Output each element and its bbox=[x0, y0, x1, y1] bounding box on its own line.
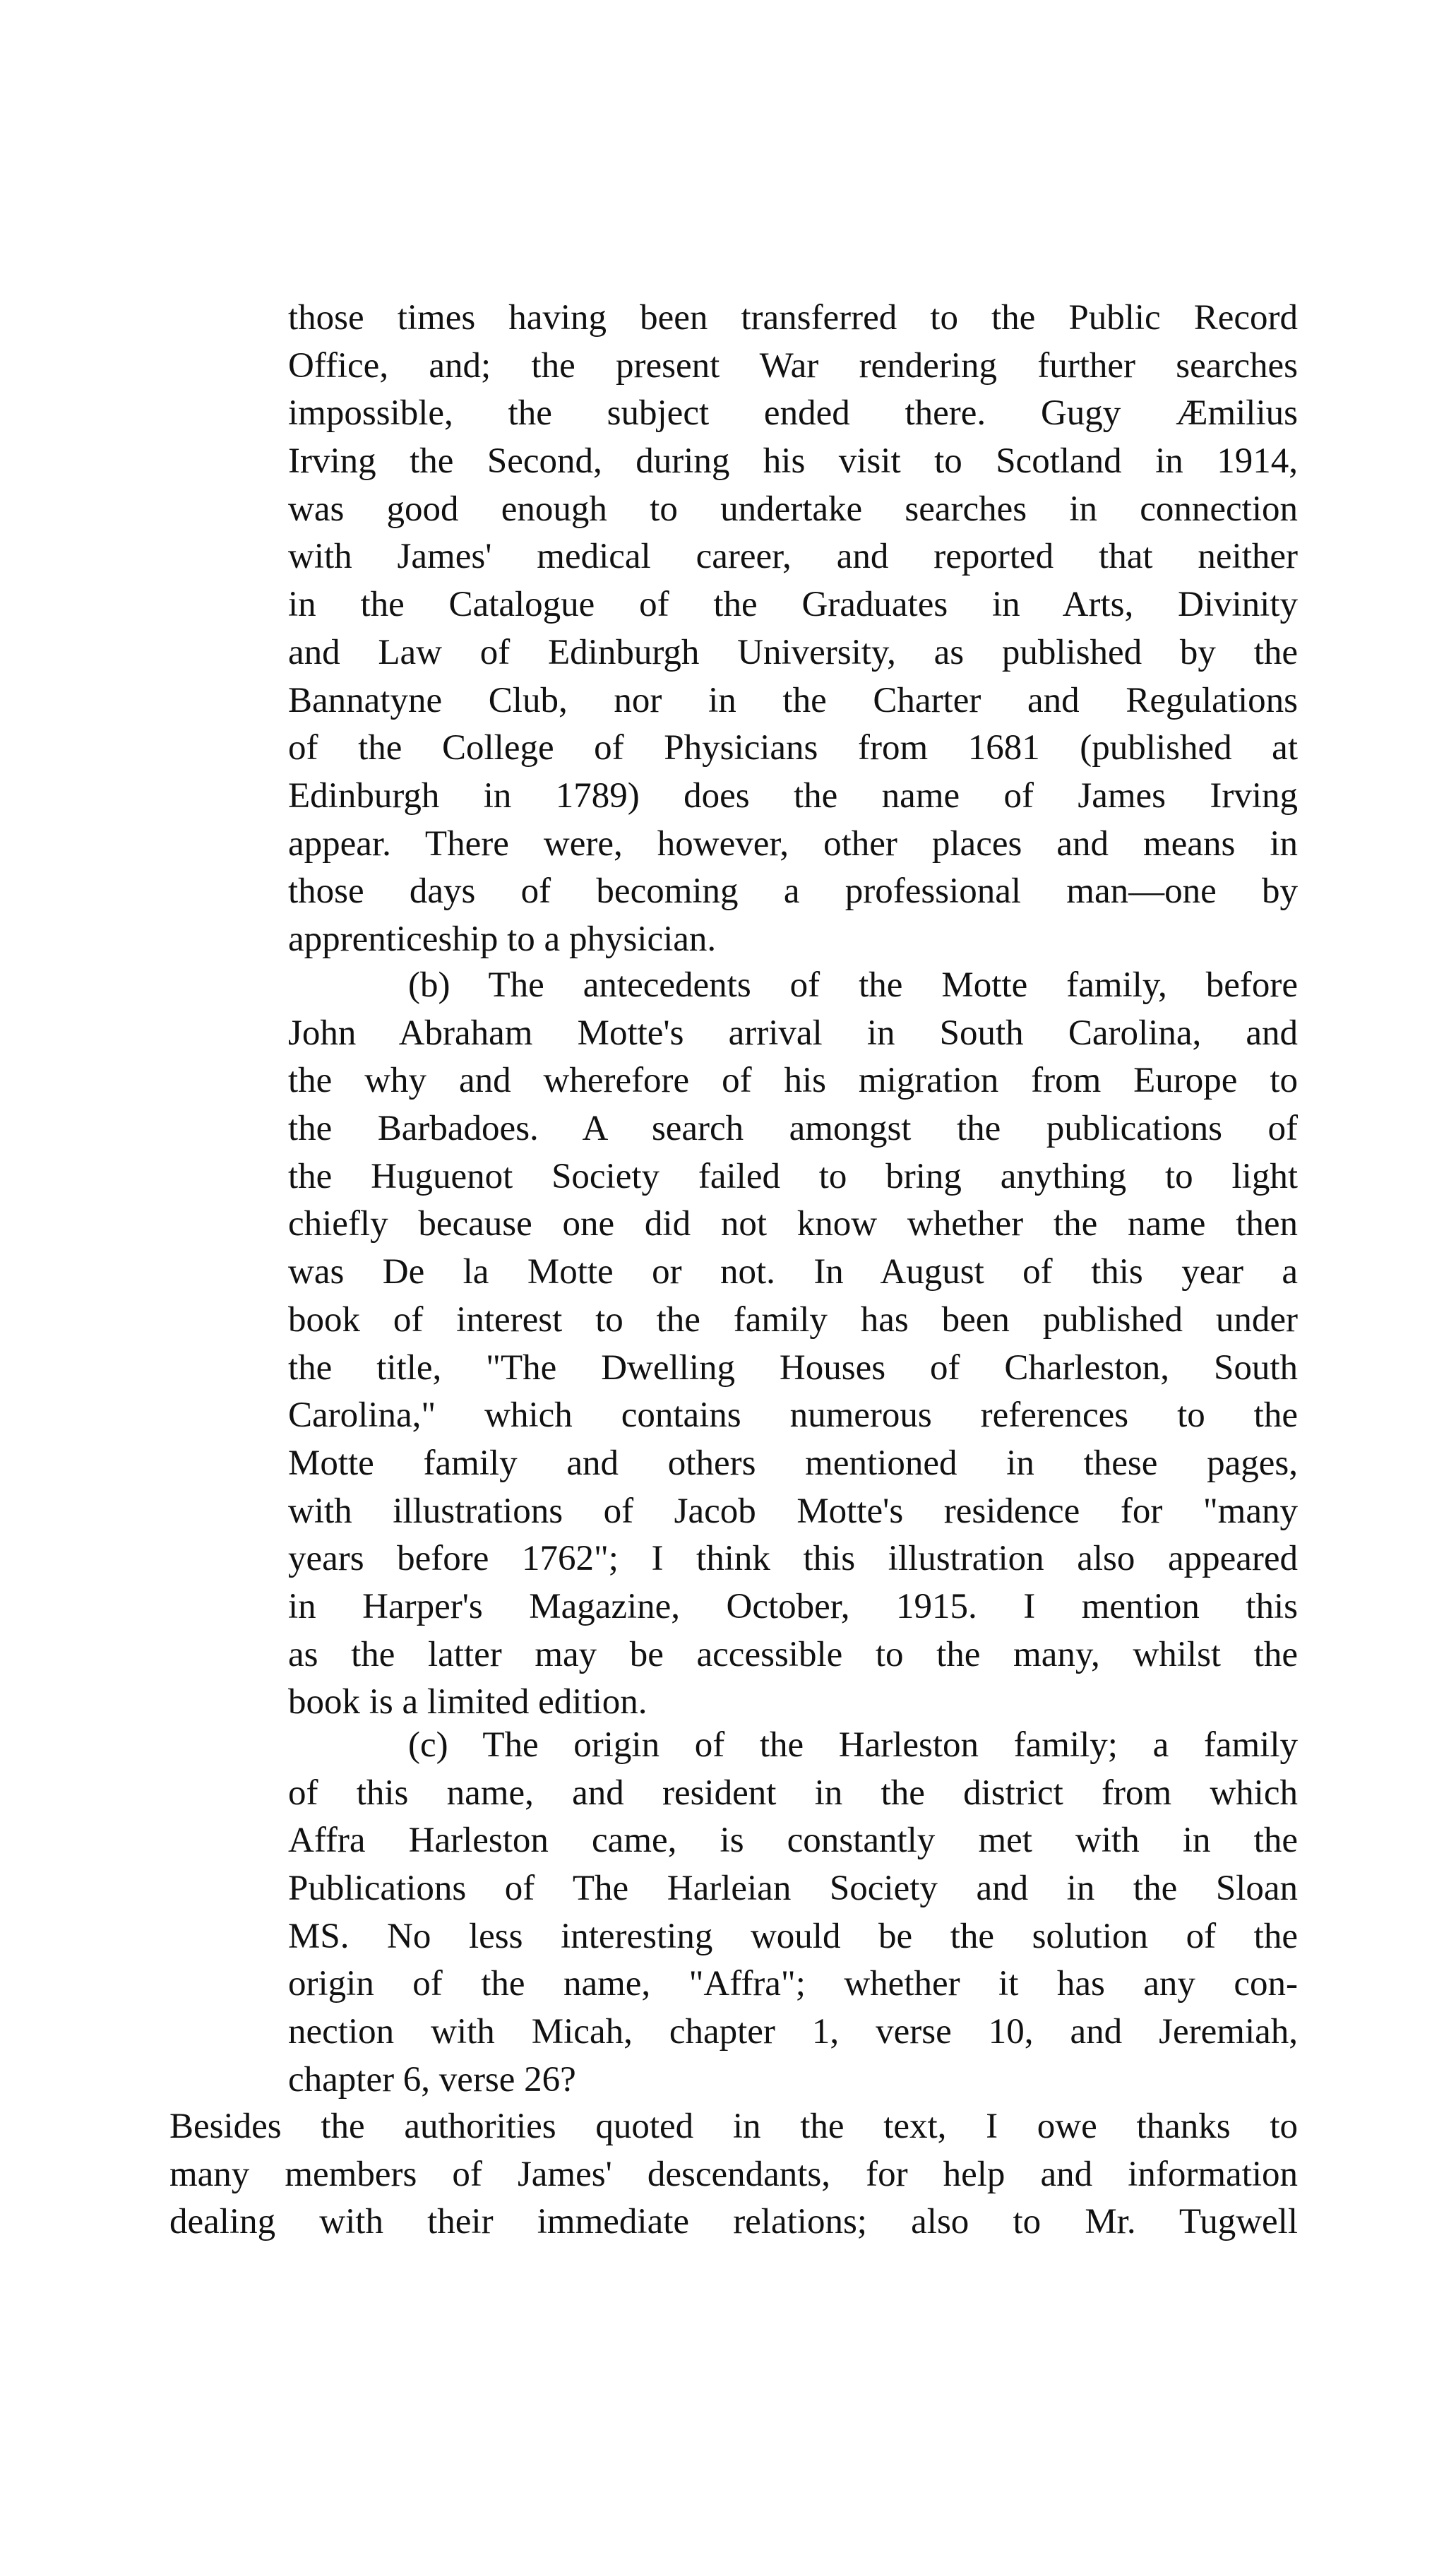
text-line: nection with Micah, chapter 1, verse 10, and Jeremiah, bbox=[288, 2012, 1298, 2052]
text-line: and Law of Edinburgh University, as published by the bbox=[288, 632, 1298, 672]
text-line: Affra Harleston came, is constantly met with in the bbox=[288, 1821, 1298, 1861]
text-line: the Huguenot Society failed to bring anything to light bbox=[288, 1156, 1298, 1196]
text-line: in Harper's Magazine, October, 1915. I mention this bbox=[288, 1586, 1298, 1626]
text-line: the Barbadoes. A search amongst the publications of bbox=[288, 1109, 1298, 1149]
paragraph-search-records bbox=[288, 294, 1298, 964]
text-line: with illustrations of Jacob Motte's residence for "many bbox=[288, 1491, 1298, 1531]
text-line: dealing with their immediate relations; also to Mr. Tugwell bbox=[169, 2202, 1298, 2242]
text-line: Bannatyne Club, nor in the Charter and Regulations bbox=[288, 680, 1298, 720]
text-line: with James' medical career, and reported that neither bbox=[288, 537, 1298, 577]
text-line: was De la Motte or not. In August of this year a bbox=[288, 1252, 1298, 1292]
text-line: years before 1762"; I think this illustration also appeared bbox=[288, 1539, 1298, 1579]
text-line: Besides the authorities quoted in the text, I owe thanks to bbox=[169, 2107, 1298, 2146]
text-line: the title, "The Dwelling Houses of Charleston, South bbox=[288, 1347, 1298, 1388]
text-line: those days of becoming a professional man—one by bbox=[288, 871, 1298, 912]
text-line: appear. There were, however, other places and means in bbox=[288, 823, 1298, 864]
text-line: of the College of Physicians from 1681 (published at bbox=[288, 728, 1298, 768]
text-line: Publications of The Harleian Society and in the Sloan bbox=[288, 1869, 1298, 1909]
paragraph-harleston-family bbox=[288, 1722, 1298, 2104]
paragraph-motte-family bbox=[288, 962, 1298, 1727]
text-line: many members of James' descendants, for help and information bbox=[169, 2154, 1298, 2194]
text-line: as the latter may be accessible to the many, whilst the bbox=[288, 1634, 1298, 1674]
text-line: MS. No less interesting would be the solution of the bbox=[288, 1916, 1298, 1956]
text-line: apprenticeship to a physician. bbox=[288, 919, 717, 959]
text-line: the why and wherefore of his migration from Europe to bbox=[288, 1061, 1298, 1101]
text-line: in the Catalogue of the Graduates in Arts, Divinity bbox=[288, 585, 1298, 625]
text-line: of this name, and resident in the district from which bbox=[288, 1773, 1298, 1813]
text-line: Carolina," which contains numerous references to the bbox=[288, 1395, 1298, 1436]
text-line: (c) The origin of the Harleston family; a family bbox=[408, 1725, 1298, 1765]
text-line: (b) The antecedents of the Motte family, before bbox=[408, 965, 1298, 1005]
text-line: origin of the name, "Affra"; whether it has any con- bbox=[288, 1964, 1298, 2004]
text-line: book is a limited edition. bbox=[288, 1682, 648, 1722]
text-line: Irving the Second, during his visit to Scotland in 1914, bbox=[288, 441, 1298, 482]
text-line: Edinburgh in 1789) does the name of James Irving bbox=[288, 775, 1298, 816]
text-line: impossible, the subject ended there. Gugy Æmilius bbox=[288, 393, 1298, 434]
text-line: was good enough to undertake searches in connection bbox=[288, 489, 1298, 529]
text-line: book of interest to the family has been published under bbox=[288, 1299, 1298, 1340]
text-line: Office, and; the present War rendering further searches bbox=[288, 345, 1298, 386]
paragraph-acknowledgements bbox=[169, 2103, 1298, 2246]
text-line: Motte family and others mentioned in these pages, bbox=[288, 1443, 1298, 1483]
text-line: those times having been transferred to the Public Record bbox=[288, 298, 1298, 338]
text-line: John Abraham Motte's arrival in South Carolina, and bbox=[288, 1013, 1298, 1053]
text-line: chiefly because one did not know whether the name then bbox=[288, 1204, 1298, 1244]
text-line: chapter 6, verse 26? bbox=[288, 2059, 576, 2100]
